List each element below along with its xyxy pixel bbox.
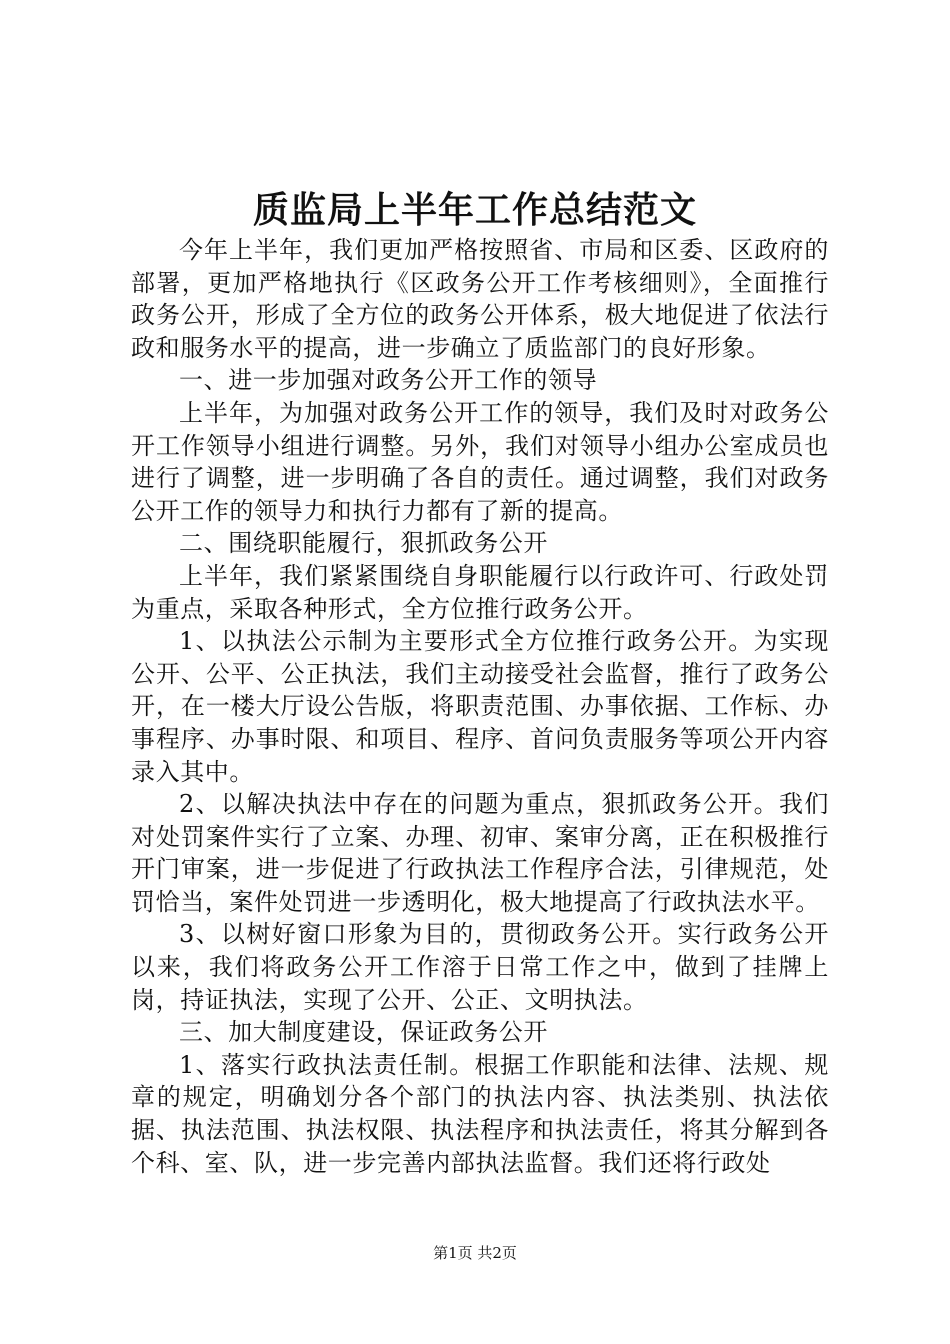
section-heading-1: 一、进一步加强对政务公开工作的领导: [179, 366, 598, 395]
paragraph-item-2-1: 1、以执法公示制为主要形式全方位推行政务公开。为实现公开、公平、公正执法，我们主动接受社会监督，推行了政务公开，在一楼大厅设公告版，将职责范围、办事依据、工作标、办事程序、办事时限、和项目、程序、首问负责服务等项公开内容录入其中。: [131, 627, 829, 786]
paragraph-section-2: 上半年，我们紧紧围绕自身职能履行以行政许可、行政处罚为重点，采取各种形式，全方位推行政务公开。: [131, 561, 829, 623]
document-title: 质监局上半年工作总结范文: [252, 189, 697, 231]
page-number-footer: 第1页 共2页: [433, 1244, 517, 1262]
paragraph-section-1: 上半年，为加强对政务公开工作的领导，我们及时对政务公开工作领导小组进行调整。另外，我们对领导小组办公室成员也进行了调整，进一步明确了各自的责任。通过调整，我们对政务公开工作的领导力和执行力都有了新的提高。: [131, 398, 829, 525]
paragraph-item-3-1: 1、落实行政执法责任制。根据工作职能和法律、法规、规章的规定，明确划分各个部门的执法内容、执法类别、执法依据、执法范围、执法权限、执法程序和执法责任，将其分解到各个科、室、队，进一步完善内部执法监督。我们还将行政处: [131, 1050, 829, 1177]
section-heading-2: 二、围绕职能履行，狠抓政务公开: [179, 529, 548, 558]
section-heading-3: 三、加大制度建设，保证政务公开: [179, 1018, 548, 1047]
paragraph-item-2-3: 3、以树好窗口形象为目的，贯彻政务公开。实行政务公开以来，我们将政务公开工作溶于日常工作之中，做到了挂牌上岗，持证执法，实现了公开、公正、文明执法。: [131, 920, 829, 1014]
paragraph-item-2-2: 2、以解决执法中存在的问题为重点，狠抓政务公开。我们对处罚案件实行了立案、办理、初审、案审分离，正在积极推行开门审案，进一步促进了行政执法工作程序合法，引律规范，处罚恰当，案件处罚进一步透明化，极大地提高了行政执法水平。: [131, 790, 829, 916]
document-body: [131, 234, 829, 1179]
paragraph-intro: 今年上半年，我们更加严格按照省、市局和区委、区政府的部署，更加严格地执行《区政务公开工作考核细则》，全面推行政务公开，形成了全方位的政务公开体系，极大地促进了依法行政和服务水平的提高，进一步确立了质监部门的良好形象。: [131, 236, 829, 362]
